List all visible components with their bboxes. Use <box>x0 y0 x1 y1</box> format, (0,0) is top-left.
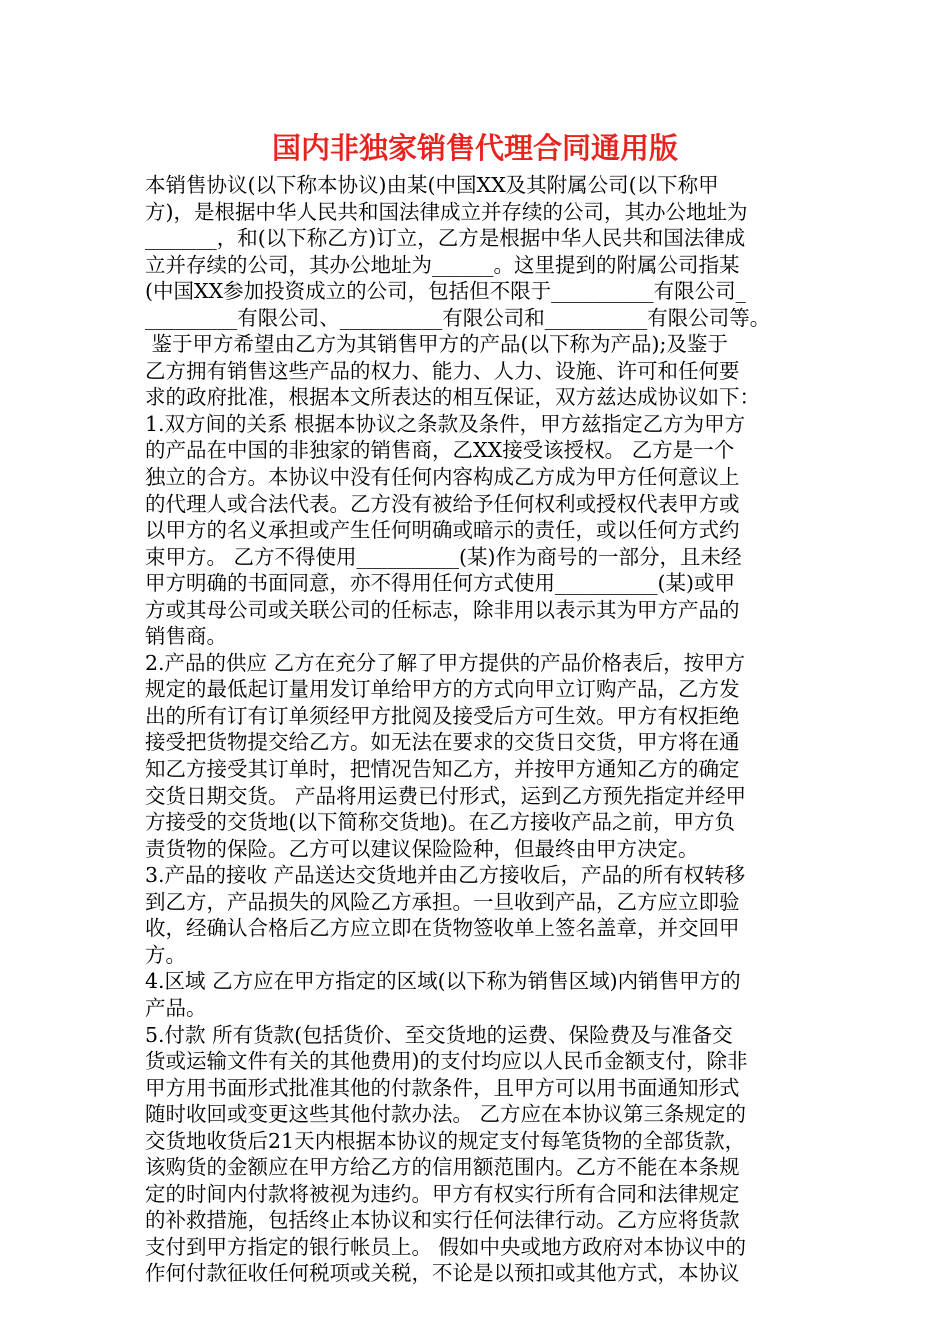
body-line: 3.产品的接收 产品送达交货地并由乙方接收后，产品的所有权转移 <box>145 863 746 888</box>
body-line: 束甲方。 乙方不得使用__________(某)作为商号的一部分，且未经 <box>145 544 742 569</box>
body-line: 接受把货物提交给乙方。如无法在要求的交货日交货，甲方将在通 <box>145 730 740 755</box>
body-line: 出的所有订有订单须经甲方批阅及接受后方可生效。甲方有权拒绝 <box>145 703 740 728</box>
body-line: 甲方用书面形式批准其他的付款条件，且甲方可以用书面通知形式 <box>145 1075 740 1100</box>
body-line: 该购货的金额应在甲方给乙方的信用额范围内。乙方不能在本条规 <box>145 1155 740 1180</box>
body-line: 的补救措施，包括终止本协议和实行任何法律行动。乙方应将货款 <box>145 1208 740 1233</box>
document-title: 国内非独家销售代理合同通用版 <box>271 131 678 165</box>
body-line: 鉴于甲方希望由乙方为其销售甲方的产品(以下称为产品);及鉴于 <box>145 332 728 357</box>
body-line: 方。 <box>145 942 186 967</box>
body-line: 定的时间内付款将被视为违约。甲方有权实行所有合同和法律规定 <box>145 1181 740 1206</box>
body-line: 规定的最低起订量用发订单给甲方的方式向甲立订购产品，乙方发 <box>145 677 740 702</box>
body-line: 2.产品的供应 乙方在充分了解了甲方提供的产品价格表后，按甲方 <box>145 650 746 675</box>
body-line: 知乙方接受其订单时，把情况告知乙方，并按甲方通知乙方的确定 <box>145 757 740 782</box>
body-line: 1.双方间的关系 根据本协议之条款及条件，甲方兹指定乙方为甲方 <box>145 411 746 436</box>
body-line: 责货物的保险。乙方可以建议保险险种，但最终由甲方决定。 <box>145 836 699 861</box>
body-line: 的代理人或合法代表。乙方没有被给予任何权利或授权代表甲方或 <box>145 491 740 516</box>
body-line: 到乙方，产品损失的风险乙方承担。一旦收到产品，乙方应立即验 <box>145 889 740 914</box>
body-line: 独立的合方。本协议中没有任何内容构成乙方成为甲方任何意议上 <box>145 465 740 490</box>
body-line: 交货地收货后21天内根据本协议的规定支付每笔货物的全部货款， <box>145 1128 746 1153</box>
body-line: 立并存续的公司，其办公地址为______。这里提到的附属公司指某 <box>145 252 740 277</box>
body-line: 产品。 <box>145 995 207 1020</box>
body-line: 求的政府批准，根据本文所表达的相互保证，双方兹达成协议如下： <box>145 385 760 410</box>
body-line: 的产品在中国的非独家的销售商，乙XX接受该授权。 乙方是一个 <box>145 438 735 463</box>
body-line: _______，和(以下称乙方)订立，乙方是根据中华人民共和国法律成 <box>145 226 746 251</box>
body-line: 甲方明确的书面同意，亦不得用任何方式使用__________(某)或甲 <box>145 571 735 596</box>
body-line: (中国XX参加投资成立的公司，包括但不限于__________有限公司_ <box>145 279 746 304</box>
body-line: _________有限公司、__________有限公司和__________有限公司等。 <box>145 305 771 330</box>
body-line: 以甲方的名义承担或产生任何明确或暗示的责任，或以任何方式约 <box>145 518 740 543</box>
body-line: 随时收回或变更这些其他付款办法。 乙方应在本协议第三条规定的 <box>145 1102 747 1127</box>
body-line: 收，经确认合格后乙方应立即在货物签收单上签名盖章，并交回甲 <box>145 916 740 941</box>
body-line: 4.区域 乙方应在甲方指定的区域(以下称为销售区域)内销售甲方的 <box>145 969 741 994</box>
body-line: 支付到甲方指定的银行帐员上。 假如中央或地方政府对本协议中的 <box>145 1234 747 1259</box>
body-line: 作何付款征收任何税项或关税，不论是以预扣或其他方式，本协议 <box>145 1261 740 1286</box>
document-body <box>145 172 825 1287</box>
body-line: 交货日期交货。 产品将用运费已付形式，运到乙方预先指定并经甲 <box>145 783 747 808</box>
body-line: 乙方拥有销售这些产品的权力、能力、人力、设施、许可和任何要 <box>145 358 740 383</box>
body-line: 销售商。 <box>145 624 227 649</box>
body-line: 本销售协议(以下称本协议)由某(中国XX及其附属公司(以下称甲 <box>145 173 719 197</box>
body-line: 方接受的交货地(以下简称交货地)。在乙方接收产品之前，甲方负 <box>145 810 735 835</box>
body-line: 方)，是根据中华人民共和国法律成立并存续的公司，其办公地址为 <box>145 199 748 224</box>
body-line: 货或运输文件有关的其他费用)的支付均应以人民币金额支付，除非 <box>145 1049 748 1074</box>
body-line: 方或其母公司或关联公司的任标志，除非用以表示其为甲方产品的 <box>145 597 740 622</box>
body-line: 5.付款 所有货款(包括货价、至交货地的运费、保险费及与准备交 <box>145 1022 733 1047</box>
